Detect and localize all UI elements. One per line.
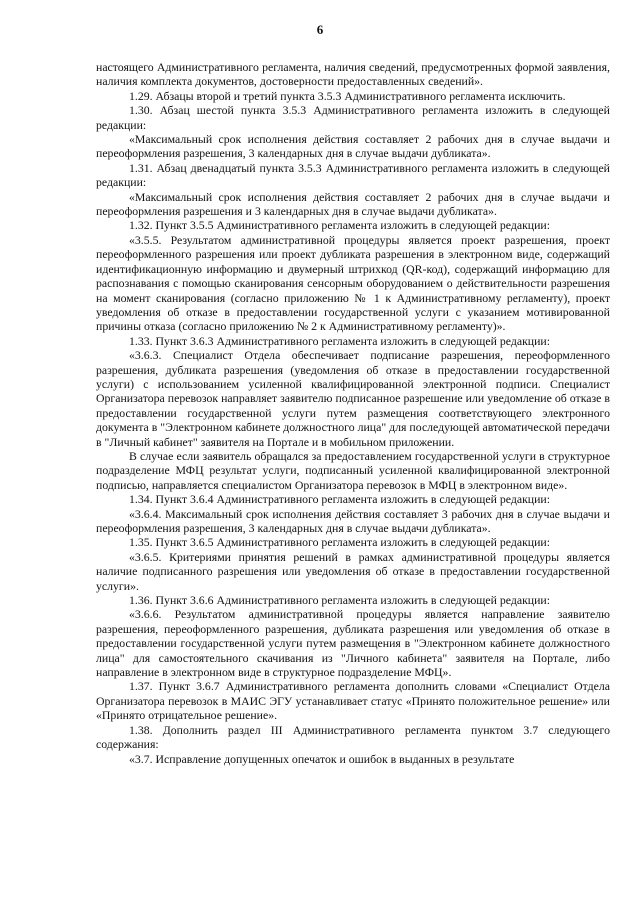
paragraph: «3.5.5. Результатом административной процедуры является проект разрешения, проект переоформленного разрешения или проект дубликата разрешения в электронном виде, содержащий идентификационную информацию и двумерный штрихкод (QR-код), содержащий информацию для распознавания с помощью сканирования сенсорным оборудованием о действительности разрешения на момент сканирования (согласно приложению № 1 к Административному регламенту), проект уведомления об отказе в предоставлении государственной услуги с указанием мотивированной причины отказа (согласно приложению № 2 к Административному регламенту)».: [96, 232, 610, 334]
paragraph: 1.33. Пункт 3.6.3 Административного регламента изложить в следующей редакции:: [129, 333, 551, 348]
paragraph: 1.34. Пункт 3.6.4 Административного регламента изложить в следующей редакции:: [129, 492, 551, 507]
paragraph: 1.35. Пункт 3.6.5 Административного регламента изложить в следующей редакции:: [129, 535, 551, 550]
paragraph: «Максимальный срок исполнения действия составляет 2 рабочих дня в случае выдачи и переоформления разрешения, 3 календарных дня в случае выдачи дубликата».: [96, 132, 610, 161]
paragraph: «3.6.3. Специалист Отдела обеспечивает подписание разрешения, переоформленного разрешения, дубликата разрешения (уведомления об отказе в предоставлении государственной услуги) с использованием усиленной квалифицированной электронной подписи. Специалист Организатора перевозок направляет заявителю подписанное разрешение или уведомление об отказе в предоставлении государственной услуги путем размещения соответствующего электронного документа в "Электронном кабинете должностного лица" для последующей автоматической передачи в "Личный кабинет" заявителя на Портале и в мобильном приложении.: [96, 348, 610, 449]
page-number: 6: [316, 22, 324, 37]
paragraph: 1.29. Абзацы второй и третий пункта 3.5.3 Административного регламента исключить.: [129, 88, 566, 103]
paragraph: 1.38. Дополнить раздел III Административного регламента пунктом 3.7 следующего содержания:: [96, 722, 610, 752]
paragraph: «Максимальный срок исполнения действия составляет 2 рабочих дня в случае выдачи и переоформления разрешения и 3 календарных дня в случае выдачи дубликата».: [96, 189, 610, 219]
paragraph: 1.37. Пункт 3.6.7 Административного регламента дополнить словами «Специалист Отдела Организатора перевозок в МАИС ЭГУ устанавливает статус «Принято положительное решение» или «Принято отрицательное решение».: [96, 679, 610, 723]
paragraph: 1.36. Пункт 3.6.6 Административного регламента изложить в следующей редакции:: [129, 593, 551, 608]
document-body: [96, 60, 610, 766]
paragraph: настоящего Административного регламента, наличия сведений, предусмотренных формой заявления, наличия комплекта документов, достоверности предоставленных сведений».: [96, 60, 610, 89]
paragraph: В случае если заявитель обращался за предоставлением государственной услуги в структурное подразделение МФЦ результат услуги, подписанный усиленной квалифицированной электронной подписью, направляется специалистом Организатора перевозок в МФЦ в электронном виде».: [96, 448, 610, 492]
paragraph: 1.31. Абзац двенадцатый пункта 3.5.3 Административного регламента изложить в следующей редакции:: [96, 160, 610, 190]
paragraph: 1.30. Абзац шестой пункта 3.5.3 Административного регламента изложить в следующей редакции:: [96, 103, 610, 132]
paragraph: «3.7. Исправление допущенных опечаток и ошибок в выданных в результате: [129, 751, 515, 766]
paragraph: «3.6.4. Максимальный срок исполнения действия составляет 3 рабочих дня в случае выдачи и переоформления разрешения, 3 календарных дня в случае выдачи дубликата».: [96, 506, 610, 535]
paragraph: 1.32. Пункт 3.5.5 Административного регламента изложить в следующей редакции:: [129, 218, 551, 233]
paragraph: «3.6.6. Результатом административной процедуры является направление заявителю разрешения, переоформленного разрешения, дубликата разрешения или уведомления об отказе в предоставлении государственной услуги путем размещения в "Электронном кабинете должностного лица" для самостоятельного скачивания из "Личного кабинета" заявителя на Портале, либо направление в электронном виде в структурное подразделение МФЦ».: [96, 607, 610, 680]
paragraph: «3.6.5. Критериями принятия решений в рамках административной процедуры является наличие подписанного разрешения или уведомления об отказе в предоставлении государственной услуги».: [96, 549, 610, 593]
